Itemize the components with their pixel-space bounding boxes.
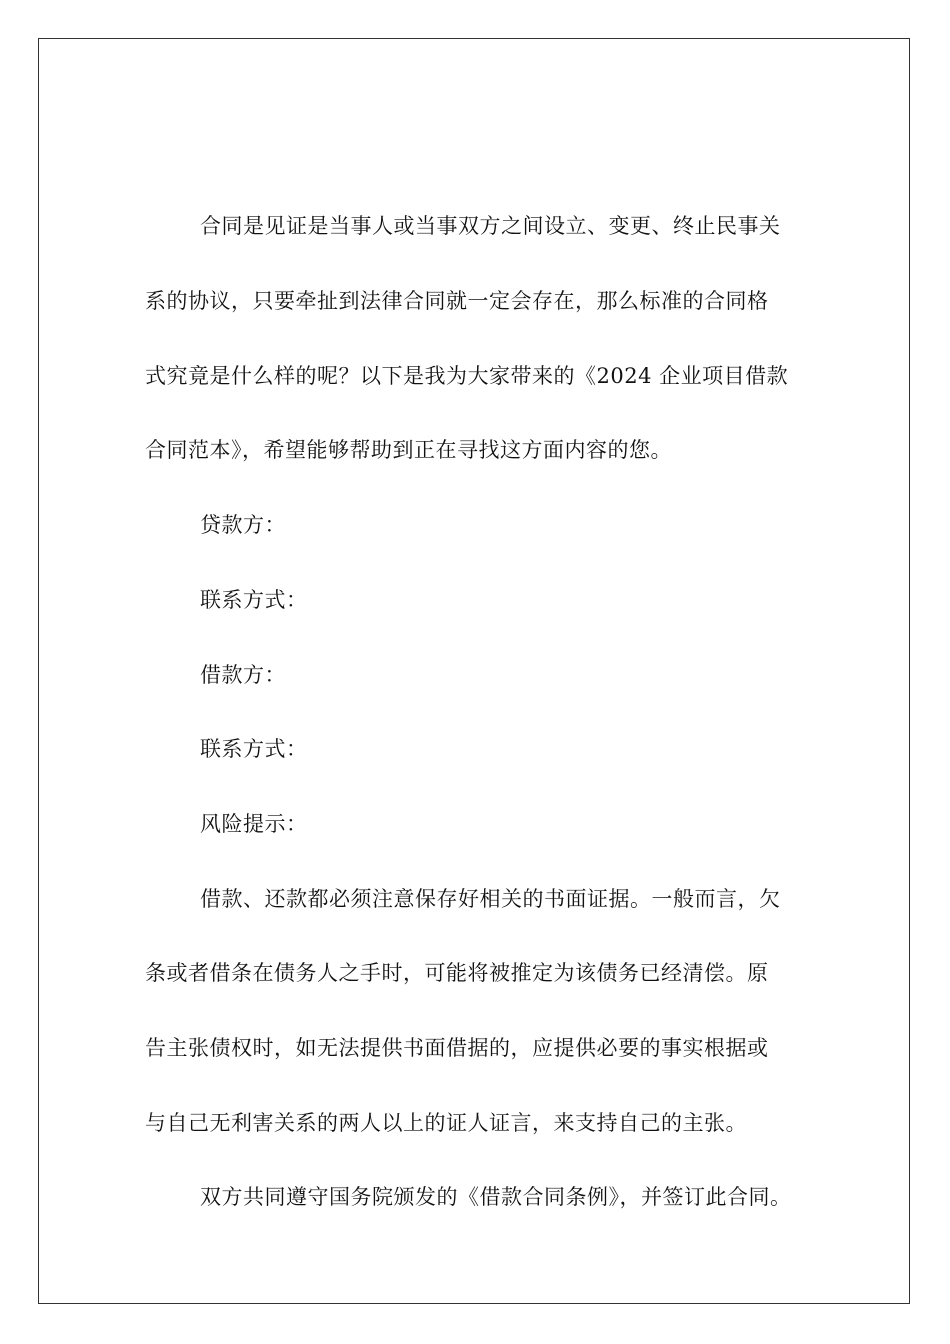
risk-line: 条或者借条在债务人之手时，可能将被推定为该债务已经清偿。原 [145,961,769,985]
intro-line: 式究竟是什么样的呢？以下是我为大家带来的《2024 企业项目借款 [145,364,789,388]
risk-line: 与自己无利害关系的两人以上的证人证言，来支持自己的主张。 [145,1111,747,1135]
risk-line: 借款、还款都必须注意保存好相关的书面证据。一般而言，欠 [200,887,781,911]
lender-label: 贷款方： [200,513,286,537]
lender-contact-label: 联系方式： [200,588,308,612]
borrower-label: 借款方： [200,663,286,687]
risk-line: 告主张债权时，如无法提供书面借据的，应提供必要的事实根据或 [145,1036,769,1060]
closing-line: 双方共同遵守国务院颁发的《借款合同条例》，并签订此合同。 [200,1185,792,1209]
risk-label: 风险提示： [200,812,308,836]
intro-line: 合同是见证是当事人或当事双方之间设立、变更、终止民事关 [200,214,781,238]
intro-line: 系的协议，只要牵扯到法律合同就一定会存在，那么标准的合同格 [145,289,769,313]
borrower-contact-label: 联系方式： [200,737,308,761]
intro-line: 合同范本》，希望能够帮助到正在寻找这方面内容的您。 [145,438,672,462]
